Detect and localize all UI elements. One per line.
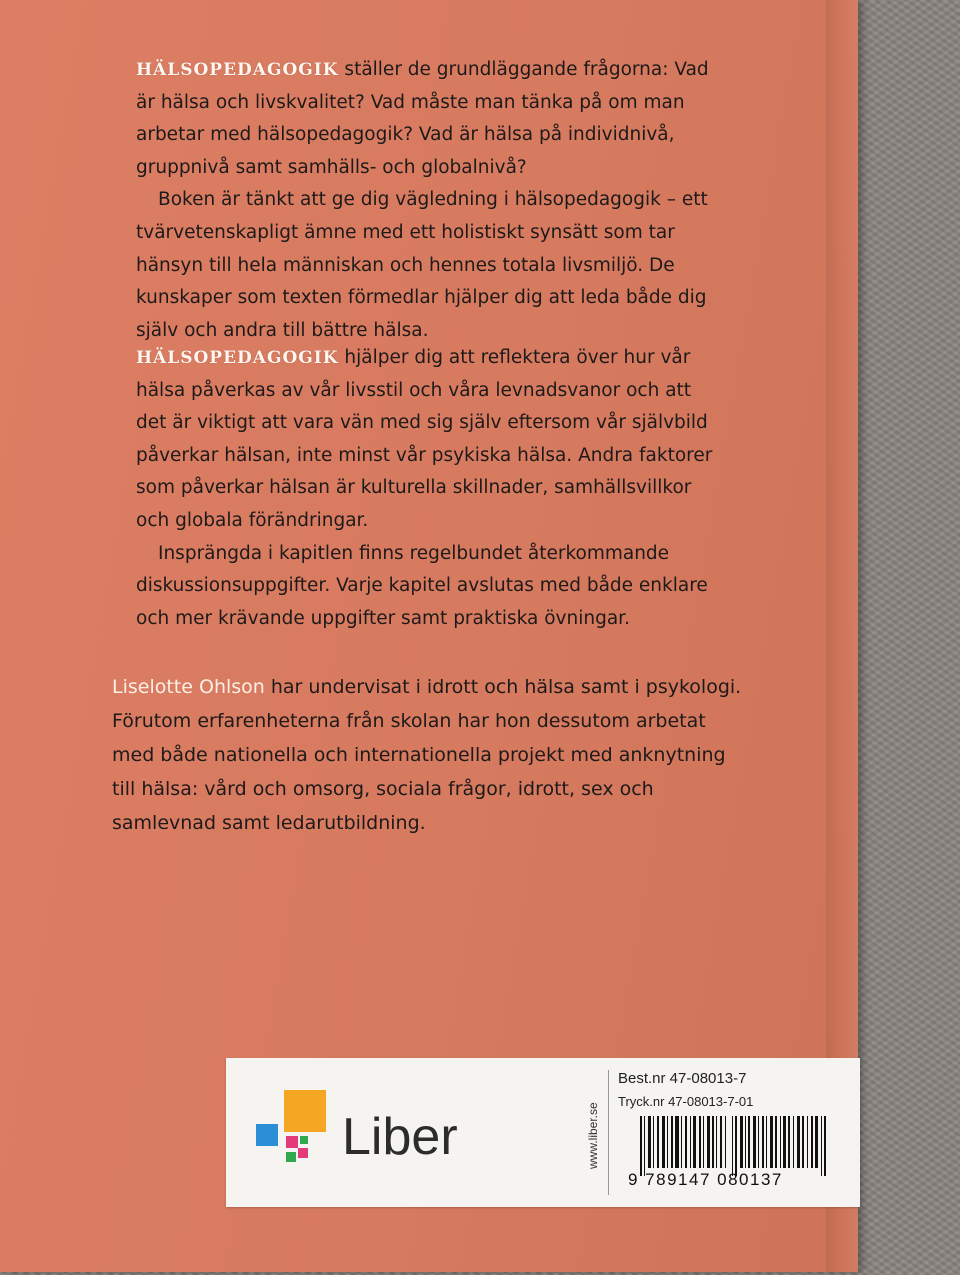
- barcode-icon: [640, 1116, 830, 1176]
- best-nr: Best.nr 47-08013-7: [618, 1070, 747, 1087]
- isbn-number: 9 789147 080137: [628, 1170, 783, 1189]
- tryck-nr: Tryck.nr 47-08013-7-01: [618, 1094, 754, 1109]
- sticker-divider: [608, 1070, 609, 1195]
- blurb-paragraph-1: [136, 54, 726, 184]
- blurb-paragraph-4: Insprängda i kapitlen finns regelbundet återkommande diskussionsuppgifter. Varje kapitel avslutas med både enklare och mer krävande uppgifter samt praktiska övningar.: [136, 542, 708, 629]
- author-name: Liselotte Ohlson: [112, 676, 265, 698]
- author-bio: [112, 670, 752, 840]
- blurb-paragraph-1-text: ställer de grundläggande frågorna: Vad är hälsa och livskvalitet? Vad måste man tänka på om man arbetar med hälsopedagogik? Vad är hälsa på individnivå, gruppnivå samt samhälls- och globalnivå?: [136, 59, 709, 178]
- author-bio-text: har undervisat i idrott och hälsa samt i psykologi. Förutom erfarenheterna från skolan har hon dessutom arbetat med både nationella och internationella projekt med anknytning till hälsa: vård och omsorg, sociala frågor, idrott, sex och samlevnad samt ledarutbildning.: [112, 676, 742, 834]
- brand-word: HÄLSOPEDAGOGIK: [136, 60, 339, 80]
- publisher-sticker: [226, 1058, 860, 1207]
- liber-logo-icon: [256, 1090, 336, 1170]
- blurb-paragraph-2: Boken är tänkt att ge dig vägledning i hälsopedagogik – ett tvärvetenskapligt ämne med ett holistiskt synsätt som tar hänsyn till hela människan och hennes totala livsmiljö. De kunskaper som texten förmedlar hjälper dig att leda både dig själv och andra till bättre hälsa.: [136, 189, 708, 341]
- blurb-paragraph-3-text: hjälper dig att reflektera över hur vår hälsa påverkas av vår livsstil och våra levnadsvanor och att det är viktigt att vara vän med sig själv eftersom vår självbild påverkar hälsan, inte minst vår psykiska hälsa. Andra faktorer som påverkar hälsan är kulturella skillnader, samhällsvillkor och globala förändringar.: [136, 347, 713, 531]
- brand-word: HÄLSOPEDAGOGIK: [136, 348, 339, 368]
- blurb-paragraph-3: [136, 342, 726, 538]
- publisher-url: www.liber.se: [586, 1102, 600, 1170]
- author-paragraph: [112, 670, 752, 840]
- publisher-name: Liber: [342, 1108, 458, 1166]
- blurb-section-1: [136, 54, 726, 347]
- blurb-section-2: [136, 342, 726, 635]
